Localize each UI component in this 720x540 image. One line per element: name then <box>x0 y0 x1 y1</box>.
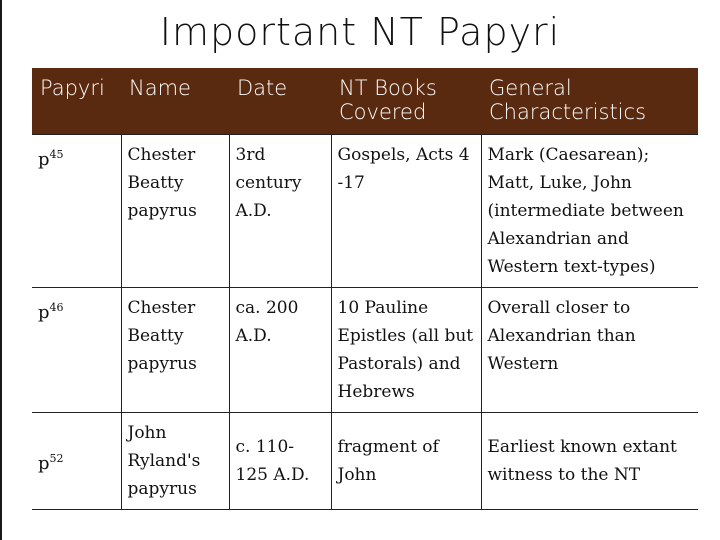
chars-line: Matt, Luke, John <box>487 173 632 193</box>
name-line: Beatty <box>127 326 184 346</box>
name-line: papyrus <box>127 354 197 374</box>
books-line: fragment of <box>337 437 439 457</box>
papyrus-number: 45 <box>49 148 64 161</box>
papyrus-letter: p <box>38 149 50 170</box>
characteristics-cell <box>481 413 698 510</box>
page-title: Important NT Papyri <box>159 10 561 54</box>
papyrus-number: 46 <box>49 301 64 314</box>
characteristics-cell <box>481 288 698 413</box>
books-cell <box>331 413 481 510</box>
name-line: Chester <box>127 298 196 318</box>
date-line: A.D. <box>235 326 272 346</box>
papyrus-number: 52 <box>49 451 64 465</box>
name-line: papyrus <box>127 479 197 499</box>
name-line: Beatty <box>127 173 184 193</box>
papyrus-cell <box>32 135 121 288</box>
date-cell <box>229 288 331 413</box>
header-date: Date <box>237 76 288 100</box>
name-line: papyrus <box>127 201 197 221</box>
books-line: -17 <box>337 173 365 193</box>
name-line: John <box>127 423 167 443</box>
date-line: A.D. <box>235 201 272 221</box>
name-cell <box>121 135 229 288</box>
books-line: 10 Pauline <box>337 298 429 318</box>
papyrus-cell <box>32 288 121 413</box>
header-characteristics <box>481 68 698 135</box>
date-cell <box>229 135 331 288</box>
books-line: Pastorals) and <box>337 354 461 374</box>
characteristics-cell <box>481 135 698 288</box>
books-cell <box>331 135 481 288</box>
books-cell <box>331 288 481 413</box>
name-line: Ryland's <box>127 451 201 471</box>
header-books-line1: NT Books <box>339 76 437 100</box>
table-row <box>32 413 698 510</box>
chars-line: Overall closer to <box>487 298 631 318</box>
name-line: Chester <box>127 145 196 165</box>
date-line: 125 A.D. <box>235 465 310 485</box>
chars-line: Earliest known extant <box>487 437 677 457</box>
chars-line: Mark (Caesarean); <box>487 145 650 165</box>
header-chars-line2: Characteristics <box>489 100 647 124</box>
table-header-row <box>32 68 698 135</box>
header-books-line2: Covered <box>339 100 427 124</box>
papyrus-letter: p <box>38 302 50 323</box>
date-line: century <box>235 173 302 193</box>
papyrus-cell <box>32 413 121 510</box>
books-line: Gospels, Acts 4 <box>337 145 470 165</box>
chars-line: Western text-types) <box>487 257 656 277</box>
name-cell <box>121 288 229 413</box>
date-line: 3rd <box>235 145 266 165</box>
papyrus-letter: p <box>38 452 50 474</box>
date-line: ca. 200 <box>235 298 299 318</box>
header-books <box>331 68 481 135</box>
left-border <box>0 0 2 540</box>
books-line: Epistles (all but <box>337 326 474 346</box>
chars-line: (intermediate between <box>487 201 684 221</box>
header-papyri: Papyri <box>40 76 105 100</box>
books-line: John <box>337 465 377 485</box>
table-row <box>32 135 698 288</box>
papyri-table <box>32 68 698 510</box>
chars-line: Western <box>487 354 559 374</box>
chars-line: witness to the NT <box>487 465 641 485</box>
header-name: Name <box>129 76 191 100</box>
chars-line: Alexandrian and <box>487 229 629 249</box>
date-cell <box>229 413 331 510</box>
header-chars-line1: General <box>489 76 572 100</box>
date-line: c. 110- <box>235 437 295 457</box>
books-line: Hebrews <box>337 382 415 402</box>
table-row <box>32 288 698 413</box>
name-cell <box>121 413 229 510</box>
chars-line: Alexandrian than <box>487 326 636 346</box>
